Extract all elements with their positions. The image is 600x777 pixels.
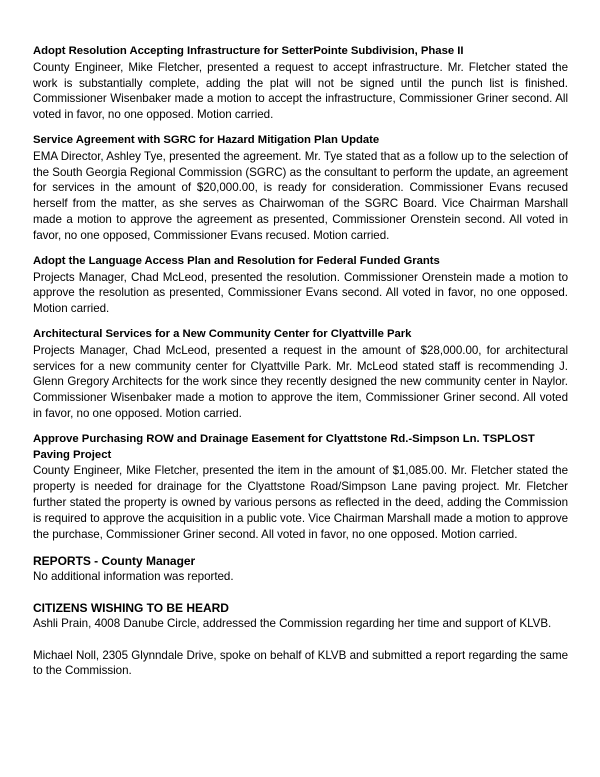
- section-heading: Service Agreement with SGRC for Hazard Mitigation Plan Update: [33, 134, 380, 147]
- section-row-drainage-easement-tsplost: [33, 432, 568, 543]
- section-language-access-plan: [33, 254, 568, 317]
- section-paragraph: Michael Noll, 2305 Glynndale Drive, spoke on behalf of KLVB and submitted a report regarding the same to the Commission.: [33, 648, 568, 678]
- section-paragraph: Projects Manager, Chad McLeod, presented the resolution. Commissioner Orenstein made a motion to approve the resolution as presented, Commissioner Evans second. All voted in favor, no one opposed. Motion carried.: [33, 270, 568, 316]
- section-heading: REPORTS - County Manager: [33, 553, 196, 568]
- section-reports-county-manager: [33, 553, 568, 585]
- section-sgrc-hazard-mitigation: [33, 133, 568, 244]
- section-paragraph: EMA Director, Ashley Tye, presented the agreement. Mr. Tye stated that as a follow up to the selection of the South Georgia Regional Commission (SGRC) as the consultant to perform the update, an agreement for services in the amount of $20,000.00, is ready for consideration. Commissioner Evans recused herself from the matter, as she serves as Chairwoman of the SGRC Board. Vice Chairman Marshall made a motion to approve the agreement as presented, Commissioner Orenstein second. All voted in favor, no one opposed, Commissioner Evans recused. Motion carried.: [33, 149, 568, 242]
- section-heading: CITIZENS WISHING TO BE HEARD: [33, 600, 229, 615]
- section-paragraph: Ashli Prain, 4008 Danube Circle, addressed the Commission regarding her time and support of KLVB.: [33, 616, 552, 630]
- section-clyattville-park-architectural: [33, 327, 568, 422]
- section-heading: Adopt Resolution Accepting Infrastructure for SetterPointe Subdivision, Phase II: [33, 45, 464, 57]
- section-paragraph: County Engineer, Mike Fletcher, presented the item in the amount of $1,085.00. Mr. Fletcher stated the property is needed for drainage for the Clyattstone Road/Simpson Lane paving project. Mr. Fletcher further stated the property is owned by various persons as reflected in the deed, adding the Commission is required to approve the acquisition in a public vote. Vice Chairman Marshall made a motion to approve the purchase, Commissioner Griner second. All voted in favor, no one opposed. Motion carried.: [33, 464, 568, 541]
- section-setterpointe-infrastructure: [33, 44, 568, 123]
- section-heading: Adopt the Language Access Plan and Resolution for Federal Funded Grants: [33, 254, 440, 267]
- section-paragraph: County Engineer, Mike Fletcher, presented a request to accept infrastructure. Mr. Fletcher stated the work is substantially complete, adding the plat will not be signed until the punch list is finished. Commissioner Wisenbaker made a motion to accept the infrastructure, Commissioner Griner second. All voted in favor, no one opposed. Motion carried.: [33, 60, 568, 122]
- document-body: [33, 44, 568, 689]
- section-heading: Architectural Services for a New Community Center for Clyattville Park: [33, 328, 412, 341]
- section-paragraph: Projects Manager, Chad McLeod, presented a request in the amount of $28,000.00, for architectural services for a new community center for Clyattville Park. Mr. McLeod stated staff is recommending J. Glenn Gregory Architects for the work since they recently designed the new community center in Naylor. Commissioner Wisenbaker made a motion to approve the item, Commissioner Griner second. All voted in favor, no one opposed. Motion carried.: [33, 343, 568, 421]
- section-paragraph: No additional information was reported.: [33, 569, 234, 583]
- section-citizens-wishing-to-be-heard: [33, 600, 568, 680]
- section-heading: Approve Purchasing ROW and Drainage Easement for Clyattstone Rd.-Simpson Ln. TSPLOST Paving Project: [33, 433, 535, 461]
